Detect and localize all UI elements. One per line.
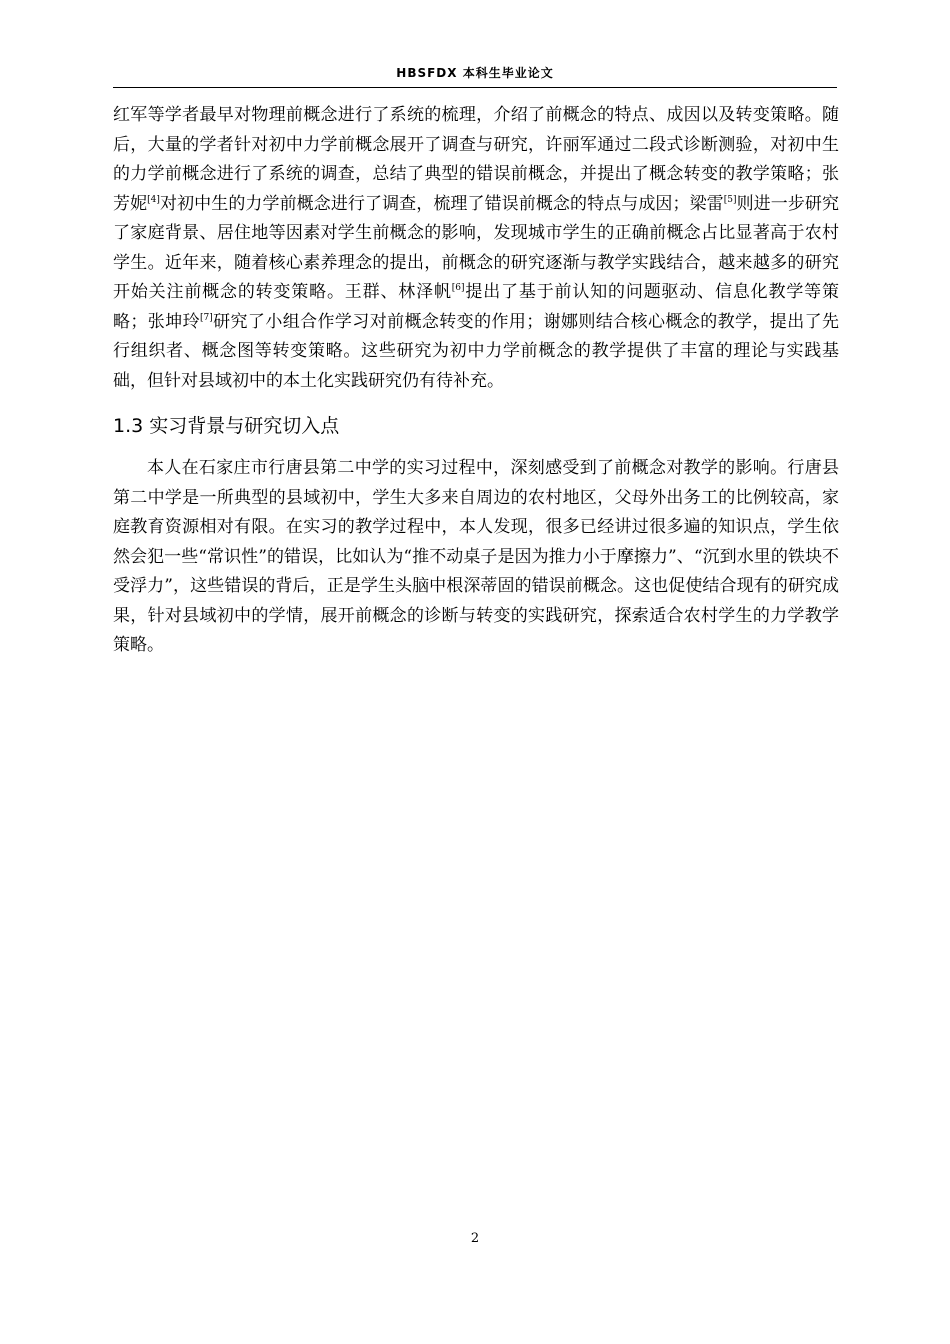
- page-number: 2: [470, 1231, 480, 1246]
- section-heading: 1.3 实习背景与研究切入点: [113, 415, 340, 437]
- page-body: [113, 101, 839, 661]
- paragraph-internship-background: 本人在石家庄市行唐县第二中学的实习过程中，深刻感受到了前概念对教学的影响。行唐县第二中学是一所典型的县域初中，学生大多来自周边的农村地区，父母外出务工的比例较高，家庭教育资源相对有限。在实习的教学过程中，本人发现，很多已经讲过很多遍的知识点，学生依然会犯一些“常识性”的错误，比如认为“推不动桌子是因为推力小于摩擦力”、“沉到水里的铁块不受浮力”，这些错误的背后，正是学生头脑中根深蒂固的错误前概念。这也促使结合现有的研究成果，针对县域初中的学情，展开前概念的诊断与转变的实践研究，探索适合农村学生的力学教学策略。: [113, 458, 839, 655]
- paragraph-text: 提出了基于前认知的问题驱动、信息化教学等策略；张坤玲: [113, 282, 840, 332]
- header-divider: [113, 87, 837, 88]
- citation-ref: [5]: [723, 194, 737, 205]
- paragraph-literature-review: [113, 101, 839, 396]
- citation-ref: [4]: [147, 194, 160, 205]
- paragraph-text: 红军等学者最早对物理前概念进行了系统的梳理，介绍了前概念的特点、成因以及转变策略。随后，大量的学者针对初中力学前概念展开了调查与研究，许丽军通过二段式诊断测验，对初中生的力学前概念进行了系统的调查，总结了典型的错误前概念，并提出了概念转变的教学策略；张芳妮: [113, 105, 839, 214]
- citation-ref: [6]: [451, 283, 465, 293]
- citation-ref: [7]: [199, 312, 213, 323]
- paragraph-text: 研究了小组合作学习对前概念转变的作用；谢娜则结合核心概念的教学，提出了先行组织者、概念图等转变策略。这些研究为初中力学前概念的教学提供了丰富的理论与实践基础，但针对县域初中的本土化实践研究仍有待补充。: [113, 311, 840, 391]
- paragraph-text: 则进一步研究了家庭背景、居住地等因素对学生前概念的影响，发现城市学生的正确前概念占比显著高于农村学生。近年来，随着核心素养理念的提出，前概念的研究逐渐与教学实践结合，越来越多的研究开始关注前概念的转变策略。王群、林泽帆: [113, 193, 840, 302]
- paragraph-text: 对初中生的力学前概念进行了调查，梳理了错误前概念的特点与成因；梁雷: [159, 193, 724, 214]
- running-header: HBSFDX 本科生毕业论文: [396, 66, 554, 80]
